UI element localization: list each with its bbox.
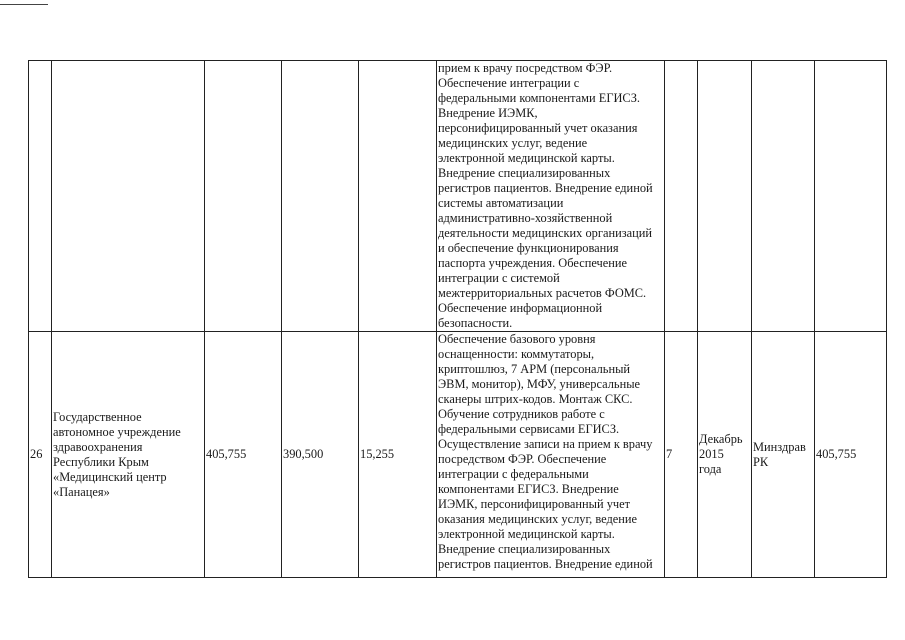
cell-text-line: оказания медицинских услуг, ведение	[438, 512, 638, 526]
corner-mark	[0, 4, 48, 5]
cell-text-line: компонентами ЕГИСЗ. Внедрение	[438, 482, 619, 496]
amount-final-cell	[815, 61, 887, 332]
cell-text-line: посредством ФЭР. Обеспечение	[438, 452, 607, 466]
cell-text-line: автономное учреждение	[53, 424, 181, 439]
row-number-cell	[29, 61, 52, 332]
cell-text-line: сканеры штрих-кодов. Монтаж СКС.	[438, 392, 633, 406]
cell-text-line: «Медицинский центр	[53, 469, 167, 484]
organization-cell	[52, 332, 205, 578]
row-number-cell: 26	[29, 332, 52, 578]
cell-text-line: Государственное	[53, 409, 142, 424]
amount-federal-cell	[282, 61, 359, 332]
table-row	[29, 332, 887, 578]
responsible-cell	[752, 61, 815, 332]
cell-text-line: федеральными компонентами ЕГИСЗ.	[438, 91, 640, 105]
cell-text-line: ИЭМК, персонифицированный учет	[438, 497, 631, 511]
description-cell	[437, 61, 665, 332]
cell-text-line: 2015	[699, 447, 724, 461]
cell-text-line: Республики Крым	[53, 454, 149, 469]
deadline-cell	[698, 332, 752, 578]
cell-text-line: оснащенности: коммутаторы,	[438, 347, 595, 361]
amount-federal-cell: 390,500	[282, 332, 359, 578]
cell-text-line: безопасности.	[438, 316, 513, 330]
cell-text-line: интеграции с системой	[438, 271, 560, 285]
cell-text-line: медицинских услуг, ведение	[438, 136, 588, 150]
cell-text-line: Обеспечение информационной	[438, 301, 603, 315]
quantity-cell	[665, 61, 698, 332]
cell-text-line: регистров пациентов. Внедрение единой	[438, 557, 653, 571]
cell-text-line: Осуществление записи на прием к врачу	[438, 437, 653, 451]
organization-cell	[52, 61, 205, 332]
quantity-cell: 7	[665, 332, 698, 578]
cell-text-line: Внедрение специализированных	[438, 542, 611, 556]
cell-text-line: межтерриториальных расчетов ФОМС.	[438, 286, 647, 300]
cell-text-line: Обеспечение интеграции с	[438, 76, 580, 90]
table-row	[29, 61, 887, 332]
cell-text-line: персонифицированный учет оказания	[438, 121, 638, 135]
cell-text-line: системы автоматизации	[438, 196, 564, 210]
responsible-cell	[752, 332, 815, 578]
projects-table	[28, 60, 887, 578]
cell-text-line: криптошлюз, 7 АРМ (персональный	[438, 362, 631, 376]
amount-final-cell: 405,755	[815, 332, 887, 578]
cell-text-line: Минздрав	[753, 439, 806, 454]
amount-regional-cell	[359, 61, 437, 332]
cell-text-line: регистров пациентов. Внедрение единой	[438, 181, 653, 195]
cell-text-line: Обучение сотрудников работе с	[438, 407, 605, 421]
cell-text-line: электронной медицинской карты.	[438, 527, 615, 541]
cell-text-line: Внедрение специализированных	[438, 166, 611, 180]
cell-text-line: Обеспечение базового уровня	[438, 332, 596, 346]
cell-text-line: «Панацея»	[53, 484, 110, 499]
cell-text-line: федеральными сервисами ЕГИСЗ.	[438, 422, 620, 436]
description-cell	[437, 332, 665, 578]
cell-text-line: интеграции с федеральными	[438, 467, 589, 481]
cell-text-line: деятельности медицинских организаций	[438, 226, 652, 240]
cell-text-line: паспорта учреждения. Обеспечение	[438, 256, 628, 270]
cell-text-line: административно-хозяйственной	[438, 211, 613, 225]
cell-text-line: Декабрь	[699, 432, 743, 446]
cell-text-line: электронной медицинской карты.	[438, 151, 615, 165]
amount-regional-cell: 15,255	[359, 332, 437, 578]
cell-text-line: РК	[753, 454, 769, 469]
cell-text-line: ЭВМ, монитор), МФУ, универсальные	[438, 377, 641, 391]
amount-total-cell	[205, 61, 282, 332]
amount-total-cell: 405,755	[205, 332, 282, 578]
cell-text-line: прием к врачу посредством ФЭР.	[438, 61, 613, 75]
deadline-cell	[698, 61, 752, 332]
cell-text-line: года	[699, 462, 722, 476]
cell-text-line: и обеспечение функционирования	[438, 241, 619, 255]
cell-text-line: здравоохранения	[53, 439, 143, 454]
cell-text-line: Внедрение ИЭМК,	[438, 106, 538, 120]
